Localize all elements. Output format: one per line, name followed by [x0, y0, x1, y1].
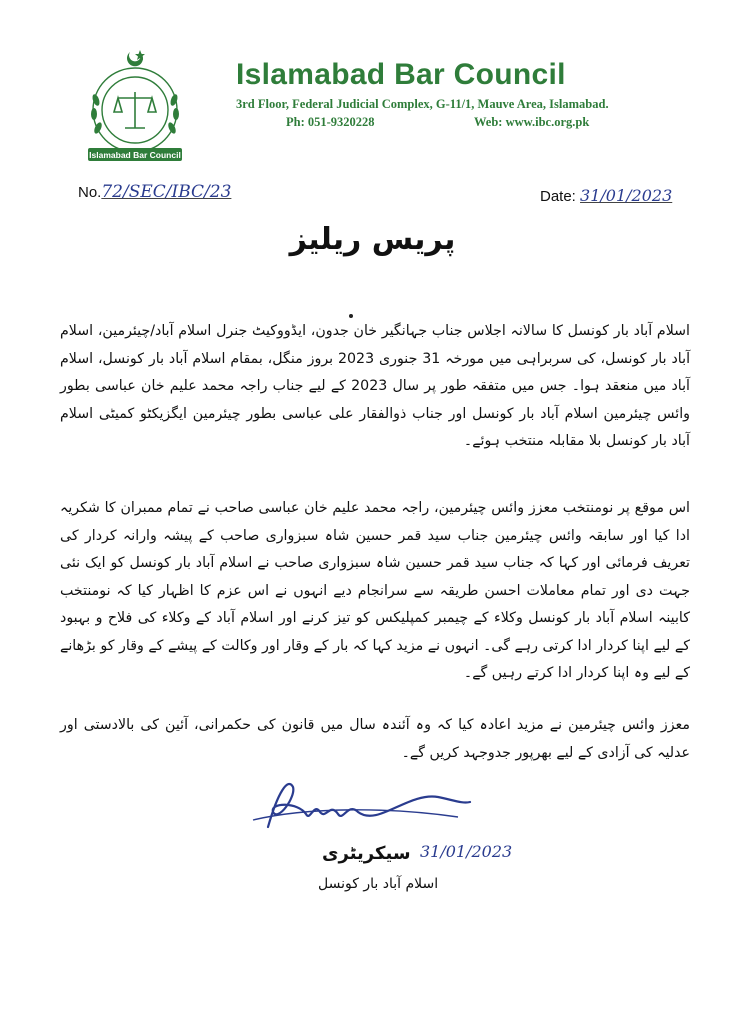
paragraph-2: اس موقع پر نومنتخب معزز وائس چیئرمین، راجہ محمد علیم خان عباسی صاحب نے تمام ممبران کا شکریہ ادا کیا اور سابقہ وائس چیئرمین جناب سید قمر حسین شاہ سبزواری صاحب کے پیشہ وارانہ کردار کی تعریف فرمائی اور کہا کہ جناب سید قمر حسین شاہ سبزواری صاحب نے اسلام آباد بار کونسل کو ایک نئی جہت دی اور تمام معاملات احسن طریقہ سے سرانجام دیے انہوں نے اس عزم کا اظہار کیا کہ نومنتخب کابینہ اسلام آباد بار کونسل وکلاء کے چیمبر کمپلیکس کو تیز کرنے اور اسلام آباد کے وکلاء کی فلاح و بہبود کے لیے اپنا کردار ادا کرتی رہے گی۔ انہوں نے مزید کہا کہ بار کے وقار اور وکالت کے پیشے کے وقار کو بڑھانے کے لیے وہ اپنا کردار ادا کرتے رہیں گے۔ [60, 500, 690, 681]
page-title: پریس ریلیز [289, 222, 456, 257]
organization-address: 3rd Floor, Federal Judicial Complex, G-11/1, Mauve Area, Islamabad. [236, 97, 609, 111]
signatory-organization: اسلام آباد بار کونسل [318, 876, 439, 892]
phone-number: Ph: 051-9320228 [286, 115, 375, 129]
handwritten-signature [248, 772, 478, 842]
bar-council-logo [80, 40, 190, 165]
logo-caption: Islamabad Bar Council [89, 150, 181, 160]
paragraph-3: معزز وائس چیئرمین نے مزید اعادہ کیا کہ وہ آئندہ سال میں قانون کی حکمرانی، آئین کی بالادستی اور عدلیہ کی آزادی کے لیے بھرپور جدوجہد کریں گے۔ [60, 717, 690, 761]
reference-number [78, 182, 231, 202]
date-label: Date: [540, 188, 576, 205]
signature-date: 31/01/2023 [420, 842, 513, 861]
signatory-title: سیکریٹری [322, 843, 411, 864]
website: Web: www.ibc.org.pk [474, 115, 590, 129]
date-field [540, 186, 672, 205]
date-value: 31/01/2023 [580, 186, 673, 205]
reference-label: No. [78, 184, 102, 201]
reference-value: 72/SEC/IBC/23 [101, 182, 232, 202]
organization-name: Islamabad Bar Council [236, 58, 566, 91]
paragraph-1: اسلام آباد بار کونسل کا سالانہ اجلاس جناب جہانگیر خان جدون، ایڈووکیٹ جنرل اسلام آباد/چیئرمین، اسلام آباد بار کونسل، کی سربراہی میں مورخہ 31 جنوری 2023 بروز منگل، بمقام اسلام آباد بار کونسل، اسلام آباد میں منعقد ہوا۔ جس میں متفقہ طور پر سال 2023 کے لیے جناب راجہ محمد علیم خان عباسی بطور وائس چیئرمین اسلام آباد بار کونسل اور جناب ذوالفقار علی عباسی بطور چیئرمین ایگزیکٹو کمیٹی اسلام آباد بار کونسل بلا مقابلہ منتخب ہوئے۔ [60, 323, 691, 449]
